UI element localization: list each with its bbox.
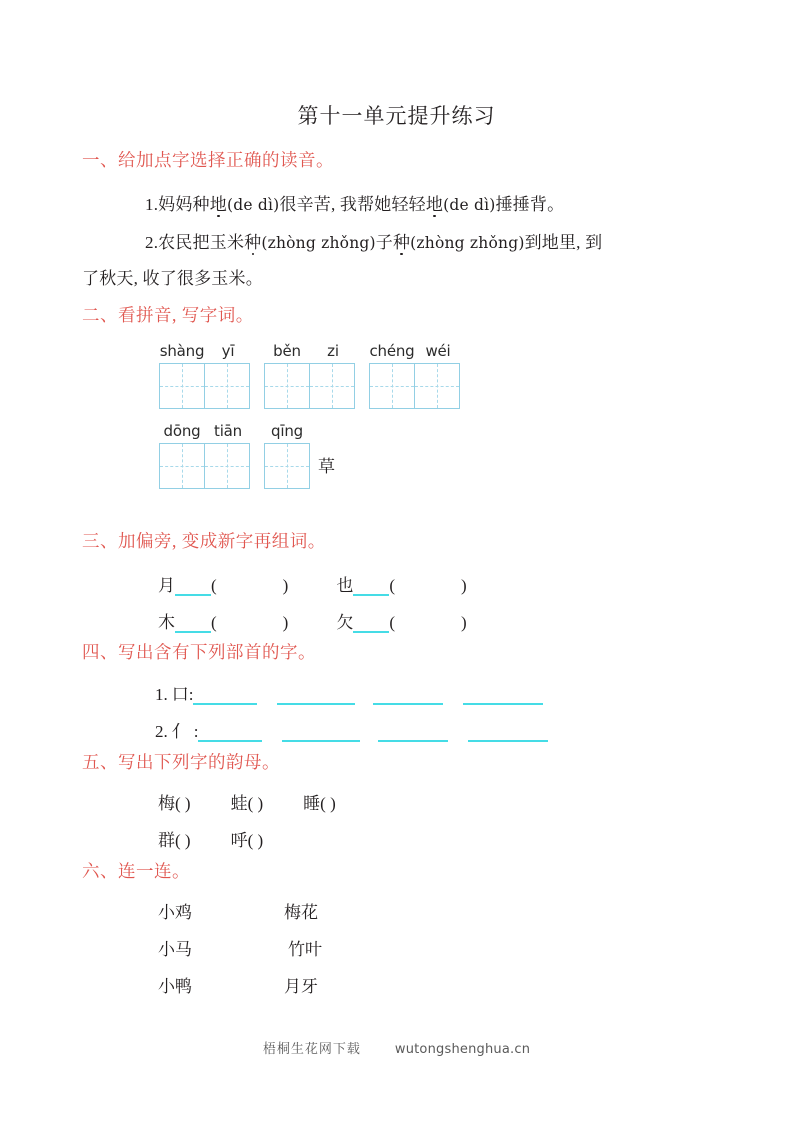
pinyin-label-group <box>369 341 461 361</box>
pinyin-grid-benzi <box>264 341 356 409</box>
q1-2-dotted-char-1: 种 <box>244 228 261 253</box>
answer-blank[interactable] <box>277 689 355 705</box>
footer-site-url: wutongshenghua.cn <box>394 1042 531 1057</box>
target-char: 呼 <box>230 831 248 850</box>
answer-paren[interactable]: ( ) <box>175 794 191 813</box>
pinyin-label-group <box>159 341 251 361</box>
match-left-item[interactable]: 小鸡 <box>158 903 192 922</box>
colon: : <box>188 685 194 704</box>
answer-blank[interactable] <box>353 617 389 633</box>
answer-blank[interactable] <box>193 689 257 705</box>
colon: : <box>193 722 199 741</box>
q1-1-post: 捶捶背。 <box>495 195 565 214</box>
radical-char: 也 <box>336 576 354 595</box>
q1-1-mid: 很辛苦, 我帮她轻轻 <box>279 195 426 214</box>
match-right-item[interactable]: 梅花 <box>284 903 318 922</box>
pinyin-syllable: wéi <box>425 342 451 360</box>
pinyin-grid-dongtian <box>159 421 251 489</box>
radical-char: 月 <box>158 576 175 595</box>
match-right-item[interactable]: 竹叶 <box>288 940 322 959</box>
answer-paren[interactable]: ( ) <box>247 794 264 813</box>
pinyin-syllable: dōng <box>163 422 201 440</box>
tianzige-cell[interactable] <box>309 363 355 409</box>
section-heading-2: 二、看拼音, 写字词。 <box>82 305 254 325</box>
radical-char: 口 <box>171 685 189 704</box>
section4-row-2 <box>155 717 548 742</box>
match-right-item[interactable]: 月牙 <box>284 977 318 996</box>
pinyin-syllable: běn <box>273 342 301 360</box>
q1-2-number: 2. <box>145 233 159 252</box>
question-1-1 <box>145 190 564 215</box>
radical-char: 亻 <box>171 722 189 741</box>
tianzige-row <box>159 363 251 409</box>
pinyin-syllable: chéng <box>369 342 415 360</box>
q1-1-number: 1. <box>145 195 159 214</box>
tianzige-cell[interactable] <box>204 363 250 409</box>
paren-open: ( <box>211 576 217 595</box>
paren-open: ( <box>389 576 396 595</box>
answer-blank[interactable] <box>378 726 448 742</box>
target-char: 睡 <box>303 794 321 813</box>
question-1-2-wrap: 了秋天, 收了很多玉米。 <box>82 269 263 288</box>
pinyin-syllable: shàng <box>159 342 205 360</box>
match-left-item[interactable]: 小鸭 <box>158 977 192 996</box>
q1-1-option-2: (de dì) <box>443 196 496 214</box>
section3-row-2 <box>158 608 467 633</box>
q1-2-dotted-char-2: 种 <box>393 228 410 253</box>
answer-blank[interactable] <box>463 689 543 705</box>
page-title: 第十一单元提升练习 <box>297 104 496 128</box>
answer-blank[interactable] <box>373 689 443 705</box>
q1-2-option-2: (zhòng zhǒng) <box>410 234 525 252</box>
match-left-item[interactable]: 小马 <box>158 940 192 959</box>
answer-paren[interactable]: ( ) <box>320 794 336 813</box>
paren-close: ) <box>461 576 467 595</box>
item-number: 2. <box>155 722 168 741</box>
paren-open: ( <box>389 613 396 632</box>
target-char: 蛙 <box>230 794 248 813</box>
tianzige-row <box>264 443 310 489</box>
pinyin-syllable: qīng <box>271 422 303 440</box>
section5-row-1 <box>158 789 336 814</box>
pinyin-label-group <box>264 341 356 361</box>
tianzige-cell[interactable] <box>264 363 310 409</box>
item-number: 1. <box>155 685 168 704</box>
footer <box>0 1038 793 1057</box>
tianzige-row <box>264 363 356 409</box>
target-char: 群 <box>158 831 175 850</box>
tianzige-cell[interactable] <box>414 363 460 409</box>
q1-1-dotted-char-1: 地 <box>210 190 227 215</box>
answer-blank[interactable] <box>468 726 548 742</box>
pinyin-grid-chengwei <box>369 341 461 409</box>
section5-row-2 <box>158 826 263 851</box>
section-heading-6: 六、连一连。 <box>82 861 190 881</box>
answer-paren[interactable]: ( ) <box>175 831 191 850</box>
section3-row-1 <box>158 571 467 596</box>
tianzige-cell[interactable] <box>159 443 205 489</box>
target-char: 梅 <box>158 794 175 813</box>
radical-char: 木 <box>158 613 175 632</box>
pinyin-syllable: zi <box>327 342 339 360</box>
answer-blank[interactable] <box>282 726 360 742</box>
paren-open: ( <box>211 613 217 632</box>
tianzige-row <box>369 363 461 409</box>
section4-row-1 <box>155 680 543 705</box>
paren-close: ) <box>461 613 467 632</box>
tianzige-cell[interactable] <box>264 443 310 489</box>
q1-1-option-1: (de dì) <box>226 196 280 214</box>
q1-2-option-1: (zhòng zhǒng) <box>261 234 376 252</box>
section-heading-1: 一、给加点字选择正确的读音。 <box>82 150 334 170</box>
pinyin-syllable: tiān <box>214 422 242 440</box>
paren-close: ) <box>282 613 289 632</box>
pinyin-label-group <box>264 421 310 441</box>
q1-1-pre: 妈妈种 <box>158 195 210 214</box>
answer-blank[interactable] <box>175 580 211 596</box>
section-heading-4: 四、写出含有下列部首的字。 <box>82 642 316 662</box>
footer-site-name: 梧桐生花网下载 <box>262 1041 361 1056</box>
tianzige-cell[interactable] <box>369 363 415 409</box>
answer-paren[interactable]: ( ) <box>247 831 264 850</box>
q1-2-pre: 农民把玉米 <box>158 233 245 252</box>
q1-1-dotted-char-2: 地 <box>426 190 443 215</box>
pinyin-label-group <box>159 421 251 441</box>
section-heading-3: 三、加偏旁, 变成新字再组词。 <box>82 531 326 551</box>
paren-close: ) <box>282 576 289 595</box>
tianzige-cell[interactable] <box>204 443 250 489</box>
tianzige-row <box>159 443 251 489</box>
pinyin-grid-qing <box>264 421 310 489</box>
q1-2-post: 到地里, 到 <box>524 233 603 252</box>
answer-blank[interactable] <box>353 580 389 596</box>
answer-blank[interactable] <box>175 617 211 633</box>
pinyin-syllable: yī <box>221 342 235 360</box>
tianzige-cell[interactable] <box>159 363 205 409</box>
section-heading-5: 五、写出下列字的韵母。 <box>82 752 280 772</box>
grid-suffix-char-cao: 草 <box>318 457 335 476</box>
q1-2-mid: 子 <box>375 233 393 252</box>
question-1-2 <box>145 228 602 253</box>
answer-blank[interactable] <box>198 726 262 742</box>
radical-char: 欠 <box>336 613 354 632</box>
pinyin-grid-shangyi <box>159 341 251 409</box>
